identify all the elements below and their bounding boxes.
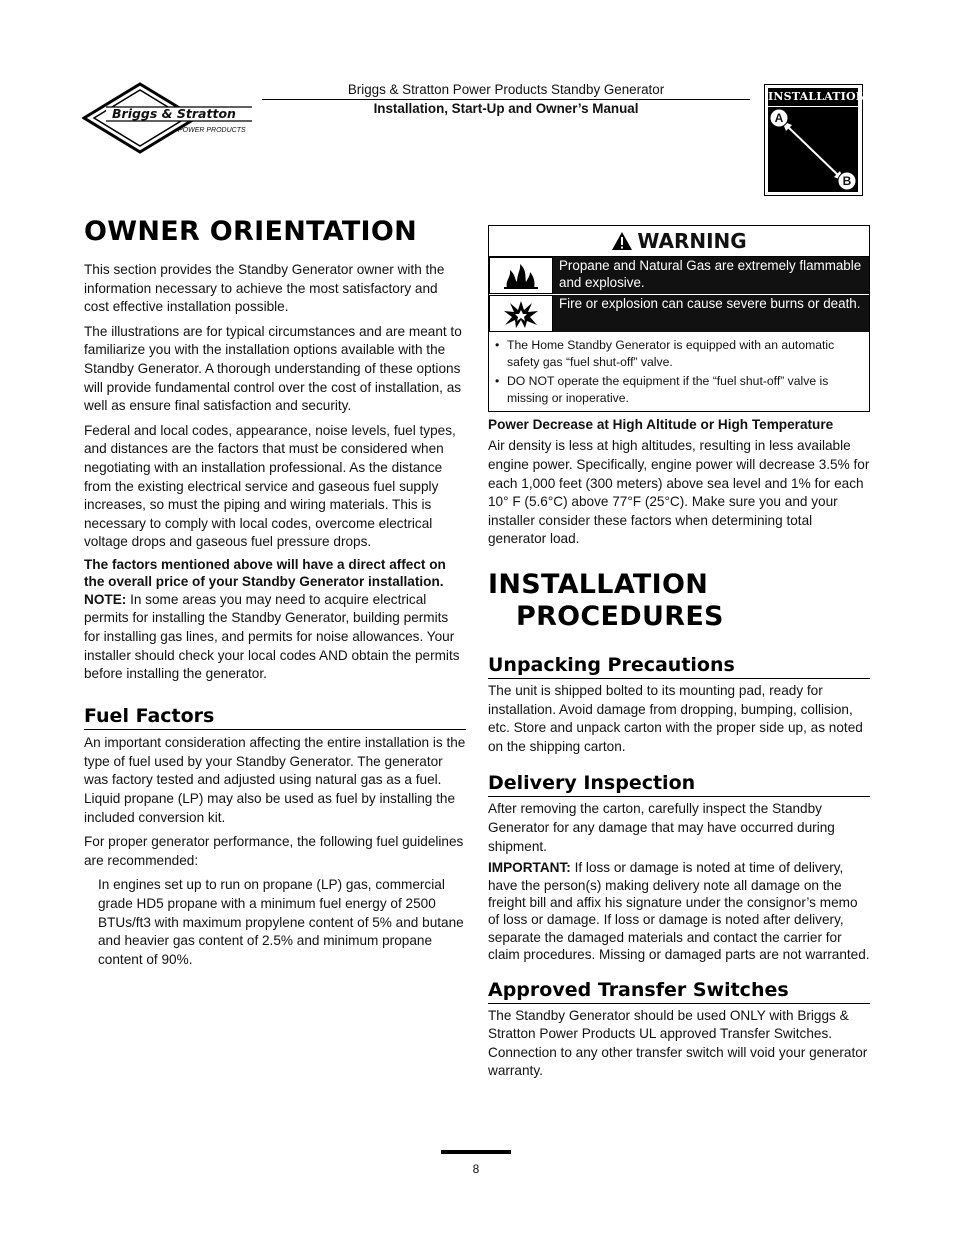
delivery-rule xyxy=(488,796,870,797)
badge-point-a: A xyxy=(774,111,784,125)
owner-orientation-title: OWNER ORIENTATION xyxy=(84,216,418,247)
fuel-factors-heading: Fuel Factors xyxy=(84,704,215,727)
note-label: NOTE: xyxy=(84,591,127,607)
fuel-guidelines: In engines set up to run on propane (LP) gas, commercial grade HD5 propane with a minimum fuel energy of 2500 BTUs/ft3 with maximum propylene content of 5% and butane and heavier gas content of 2.5% and minimum propane content of 90%. xyxy=(98,877,464,967)
altitude-text: Air density is less at high altitudes, resulting in less available engine power. Specifically, engine power will decrease 3.5% for each 1,000 feet (300 meters) above sea level and 1% for each 10° F (5.6°C) above 77°F (25°C). Make sure you and your installer consider these factors when determining total generator load. xyxy=(488,438,870,547)
hazard-text-fire: Propane and Natural Gas are extremely flammable and explosive. xyxy=(559,258,862,290)
fuel-factors-rule xyxy=(84,729,466,731)
badge-panel xyxy=(768,107,858,192)
note-text: In some areas you may need to acquire electrical permits for installing the Standby Generator, building permits for installing gas lines, and permits for noise allowances. Your installer should check your local codes AND obtain the permits before installing the generator. xyxy=(84,591,460,682)
right-column xyxy=(488,225,870,1081)
unpacking-text: The unit is shipped bolted to its mounting pad, ready for installation. Avoid damage from dropping, bumping, collision, etc. Store and unpack carton with the proper side up, as noted on the shipping carton. xyxy=(488,682,863,754)
warning-bullet-1: • The Home Standby Generator is equipped with an automatic safety gas “fuel shut-off” valve. xyxy=(495,337,863,371)
fuel-paragraph-1: An important consideration affecting the entire installation is the type of fuel used by your Standby Generator. The generator was factory tested and adjusted using natural gas as a fuel. Liquid propane (LP) may also be used as fuel by installing the included conversion kit. xyxy=(84,735,466,825)
warning-header xyxy=(489,226,869,257)
orientation-paragraph-2: The illustrations are for typical circumstances and are meant to familiarize you with the installation options available with the Standby Generator. A thorough understanding of these options will provide fundamental control over the cost of installation, as well as ensure final satisfaction and security. xyxy=(84,323,462,414)
footer-bar xyxy=(441,1150,511,1154)
warning-title: WARNING xyxy=(637,229,747,253)
warning-bullet-2: • DO NOT operate the equipment if the “fuel shut-off” valve is missing or inoperative. xyxy=(495,373,863,407)
important-label: IMPORTANT: xyxy=(488,860,571,876)
badge-point-b: B xyxy=(842,174,852,188)
transfer-switches-text: The Standby Generator should be used ONLY with Briggs & Stratton Power Products UL approved Transfer Switches. Connection to any other transfer switch will void your generator warranty. xyxy=(488,1007,868,1079)
installation-title-line-1: INSTALLATION xyxy=(488,568,709,600)
header-title: Briggs & Stratton Power Products Standby Generator xyxy=(347,82,665,97)
orientation-bold-note: The factors mentioned above will have a direct affect on the overall price of your Standby Generator installation. xyxy=(84,556,446,590)
fuel-paragraph-2: For proper generator performance, the following fuel guidelines are recommended: xyxy=(84,834,464,868)
hazard-text-explosion: Fire or explosion can cause severe burns or death. xyxy=(559,296,861,311)
important-note xyxy=(488,859,870,963)
unpacking-heading: Unpacking Precautions xyxy=(488,653,735,676)
warning-box xyxy=(488,225,870,412)
header-rule xyxy=(262,99,750,100)
fire-hazard-icon xyxy=(489,257,553,294)
transfer-switches-rule xyxy=(488,1003,870,1004)
brand-logo xyxy=(82,82,254,154)
orientation-paragraph-1: This section provides the Standby Generator owner with the information necessary to achieve the most satisfactory and cost effective installation possible. xyxy=(84,262,445,315)
unpacking-rule xyxy=(488,678,870,679)
installation-procedures-title xyxy=(488,569,870,633)
transfer-switches-heading: Approved Transfer Switches xyxy=(488,978,789,1001)
warning-triangle-icon xyxy=(611,231,633,251)
orientation-paragraph-3: Federal and local codes, appearance, noise levels, fuel types, and distances are the factors that must be considered when negotiating with an installation professional. As the distance from the existing electrical service and gaseous fuel supply increases, so must the piping and wiring materials. This is necessary to comply with local codes, overcome electrical voltage drops and gaseous fuel pressure drops. xyxy=(84,422,456,550)
delivery-text: After removing the carton, carefully inspect the Standby Generator for any damage that may have occurred during shipment. xyxy=(488,801,835,854)
logo-subtext: POWER PRODUCTS xyxy=(178,127,246,134)
installation-title-line-2: PROCEDURES xyxy=(516,600,724,632)
orientation-note xyxy=(84,591,466,684)
left-column xyxy=(84,216,466,969)
altitude-heading: Power Decrease at High Altitude or High Temperature xyxy=(488,417,834,432)
logo-text: Briggs & Stratton xyxy=(112,106,236,121)
hazard-row-explosion xyxy=(489,295,869,333)
installation-badge xyxy=(764,84,867,196)
explosion-hazard-icon xyxy=(489,295,553,332)
page-number: 8 xyxy=(472,1162,480,1176)
header-subtitle: Installation, Start-Up and Owner’s Manual xyxy=(373,101,639,116)
badge-title: INSTALLATION xyxy=(768,88,858,106)
important-text: If loss or damage is noted at time of delivery, have the person(s) making delivery note all damage on the freight bill and affix his signature under the consignor’s memo of loss or damage. If loss or damage is noted after delivery, separate the damaged materials and contact the carrier for claim procedures. Missing or damaged parts are not warranted. xyxy=(488,860,870,963)
warning-bullets xyxy=(489,333,869,411)
delivery-heading: Delivery Inspection xyxy=(488,772,696,795)
hazard-row-fire xyxy=(489,257,869,295)
